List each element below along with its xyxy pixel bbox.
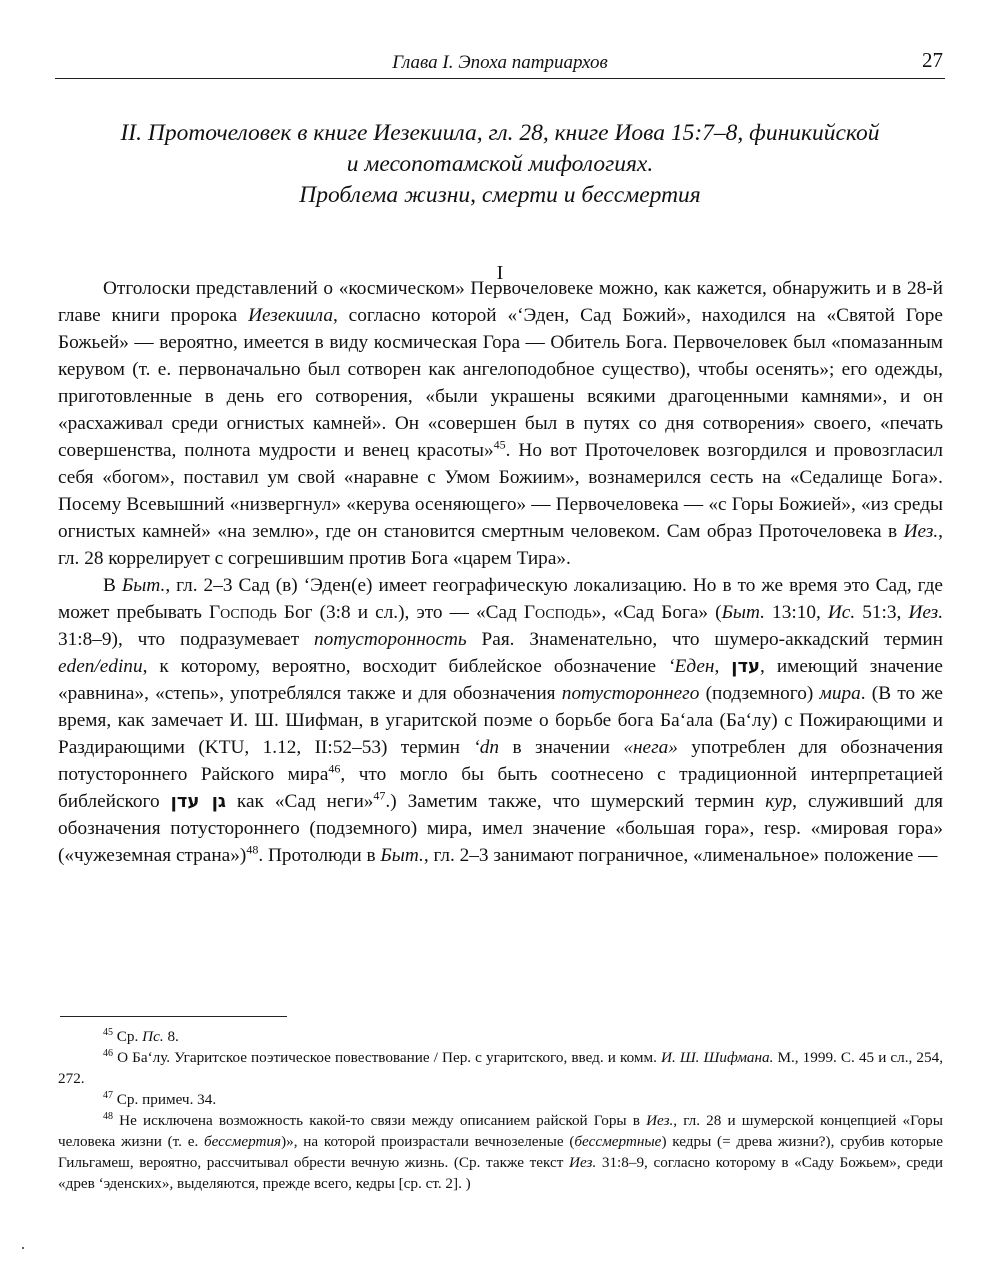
text-run: , гл. 28 коррелирует с согрешившим против Бога «царем Тира». <box>58 521 943 569</box>
header-rule <box>55 78 945 79</box>
italic-run: Ис. <box>827 602 856 623</box>
body-text <box>58 275 943 869</box>
footnote-48 <box>58 1110 943 1194</box>
text-run: , служивший для обозначения потустороннего (подземного) мира, имел значение «большая гора», resp. «мировая гора» («чужеземная страна») <box>58 791 943 866</box>
italic-run: Иез. <box>903 521 939 542</box>
text-run: Не исключена возможность какой-то связи между описанием райской Горы в <box>113 1112 647 1129</box>
italic-run: Иезекиила <box>248 305 333 326</box>
italic-run: мира <box>819 683 861 704</box>
text-run: , что могло бы быть соотнесено с традиционной интерпретацией библейского <box>58 764 944 812</box>
italic-run: ‘Еден <box>668 656 715 677</box>
text-run: , гл. 28 и шумерской концепцией «Горы человека жизни (т. е. <box>58 1112 943 1150</box>
footnote-number: 47 <box>103 1089 113 1101</box>
chapter-title-line-3: Проблема жизни, смерти и бессмертия <box>299 182 701 208</box>
italic-run: Иез. <box>908 602 944 623</box>
text-run: Ср. <box>113 1028 143 1045</box>
text-run: Бог (3:8 и сл.), это — «Сад <box>276 602 524 623</box>
italic-run: ‘dn <box>473 737 500 758</box>
text-run: . Протолюди в <box>258 845 381 866</box>
italic-run: Пс. <box>142 1028 164 1045</box>
footnote-ref-47[interactable]: 47 <box>373 788 386 803</box>
text-run: 31:8–9), что подразумевает <box>58 629 314 650</box>
footnote-separator <box>60 1016 287 1017</box>
text-run: , <box>714 656 732 677</box>
italic-run: Иез. <box>569 1154 597 1171</box>
italic-run: Быт. <box>721 602 765 623</box>
text-run: , согласно которой «‘Эден, Сад Божий», находился на «Святой Горе Божьей» — вероятно, имеется в виду космическая Гора — Обитель Бога. Первочеловек был «помазанным керувом (т. е. первоначально был сотворен как ангелоподобное существо), чтобы осенять»; его одежды, приготовленные в день его сотворения, «были украшены всякими драгоценными камнями», и он «расхаживал среди огнистых камней». Он «совершен был в путях со дня сотворения» своего, «печать совершенства, полнота мудрости и венец красоты» <box>58 305 943 461</box>
italic-run: eden/edinu <box>58 656 143 677</box>
chapter-title-line-1: II. Проточеловек в книге Иезекиила, гл. 28, книге Иова 15:7–8, финикийской <box>120 120 880 146</box>
small-caps-run: Господь <box>208 602 277 623</box>
text-run: 31:8–9, согласно которому в «Саду Божьем», среди «древ ‘эденских», выделяются, прежде всего, кедры [ср. ст. 2]. ) <box>58 1154 943 1192</box>
footnote-number: 46 <box>103 1047 113 1059</box>
hebrew-phrase: גן עדן <box>170 791 226 812</box>
section-number: I <box>496 262 504 284</box>
hebrew-word: עדן <box>731 656 761 677</box>
text-run: )», на которой произрастали вечнозеленые ( <box>281 1133 575 1150</box>
text-run: в значении <box>499 737 624 758</box>
text-run: , имеющий значение «равнина», «степь», употреблялся также и для обозначения <box>58 656 943 704</box>
small-caps-run: Господь <box>523 602 592 623</box>
italic-run: «нега» <box>623 737 678 758</box>
text-run: , гл. 2–3 Сад (в) ‘Эден(е) имеет географическую локализацию. Но в то же время это Сад, где может пребывать <box>58 575 943 623</box>
text-run: 51:3, <box>855 602 909 623</box>
text-run: М., 1999. С. 45 и сл., 254, 272. <box>58 1049 943 1087</box>
italic-run: бессмертные <box>574 1133 662 1150</box>
footnote-ref-46[interactable]: 46 <box>328 761 341 776</box>
text-run: 8. <box>163 1028 179 1045</box>
italic-run: Быт. <box>121 575 166 596</box>
text-run: Отголоски представлений о «космическом» Первочеловеке можно, как кажется, обнаружить и в 28-й главе книги пророка <box>58 278 943 326</box>
italic-run: Иез. <box>646 1112 674 1129</box>
text-run: ) кедры (= древа жизни?), срубив которые Гильгамеш, вероятно, рассчитывал обрести вечную жизнь. (Ср. также текст <box>58 1133 943 1171</box>
text-run: , к которому, вероятно, восходит библейское обозначение <box>142 656 669 677</box>
paragraph-2 <box>58 572 943 869</box>
italic-run: потустороннего <box>561 683 700 704</box>
italic-run: кур <box>765 791 793 812</box>
footnote-47 <box>58 1089 943 1110</box>
text-run: употреблен для обозначения потустороннего Райского мира <box>58 737 943 785</box>
footnote-ref-45[interactable]: 45 <box>493 437 506 452</box>
italic-run: Быт. <box>380 845 424 866</box>
chapter-title-line-2: и месопотамской мифологиях. <box>346 151 654 177</box>
footnotes <box>58 1026 943 1194</box>
chapter-title <box>60 118 940 211</box>
italic-run: бессмертия <box>204 1133 282 1150</box>
footnote-ref-48[interactable]: 48 <box>246 842 259 857</box>
text-run: (подземного) <box>699 683 820 704</box>
running-head-title: Глава I. Эпоха патриархов <box>392 52 608 73</box>
text-run: », «Сад Бога» ( <box>591 602 722 623</box>
text-run: 13:10, <box>764 602 828 623</box>
text-run: . (В то же время, как замечает И. Ш. Шифман, в угаритской поэме о борьбе бога Ба‘ала (Ба‘лу) с Пожирающими и Раздирающими (KTU, 1.12, II:52–53) термин <box>58 683 943 758</box>
italic-run: И. Ш. Шифмана. <box>661 1049 774 1066</box>
footnote-number: 45 <box>103 1026 113 1038</box>
footnote-46 <box>58 1047 943 1089</box>
text-run: О Ба‘лу. Угаритское поэтическое повествование / Пер. с угаритского, введ. и комм. <box>113 1049 661 1066</box>
text-run: Ср. примеч. 34. <box>113 1091 217 1108</box>
italic-run: потусторонность <box>313 629 467 650</box>
scan-speck <box>22 1247 24 1249</box>
text-run: . Но вот Проточеловек возгордился и провозгласил себя «богом», поставил ум свой «наравне с Умом Божиим», вознамерился сесть на «Седалище Бога». Посему Всевышний «низвергнул» «керува осеняющего» — Первочеловека — «с Горы Божией», «из среды огнистых камней» «на землю», где он становится смертным человеком. Сам образ Проточеловека в <box>58 440 944 542</box>
text-run: , гл. 2–3 занимают пограничное, «лименальное» положение — <box>423 845 938 866</box>
footnote-45 <box>58 1026 943 1047</box>
text-run: .) Заметим также, что шумерский термин <box>385 791 766 812</box>
text-run: В <box>103 575 122 596</box>
text-run: как «Сад неги» <box>225 791 374 812</box>
text-run: Рая. Знаменательно, что шумеро-аккадский термин <box>466 629 944 650</box>
page-number: 27 <box>922 48 943 72</box>
paragraph-1 <box>58 275 943 572</box>
footnote-number: 48 <box>103 1110 113 1122</box>
